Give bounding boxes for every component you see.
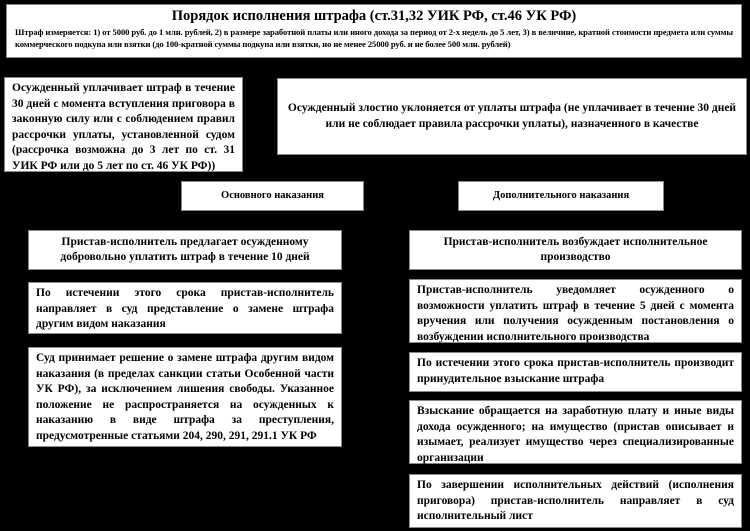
header-box — [6, 4, 742, 58]
right-step-5: По завершении исполнительных действий (исполнения приговора) пристав-исполнитель направляет в суд исполнительный лист — [409, 474, 742, 528]
diagram-title: Порядок исполнения штрафа (ст.31,32 УИК РФ, ст.46 УК РФ) — [171, 8, 577, 24]
right-step-4: Взыскание обращается на заработную плату и иные виды дохода осужденного; на имущество (пристав описывает и изымает, реализует имущество через специализированные организации — [409, 400, 742, 464]
branch-additional-punishment: Дополнительного наказания — [458, 181, 664, 211]
voluntary-payment-box: Осужденный уплачивает штраф в течение 30 дней с момента вступления приговора в законную силу или с соблюдением правил рассрочки уплаты, установленной судом (рассрочка возможна до 3 лет по ст. 31 УИК РФ или до 5 лет по ст. 46 УК РФ)) — [4, 77, 243, 172]
diagram-subtitle: Штраф измеряется: 1) от 5000 руб. до 1 млн. рублей, 2) в размере заработной платы или иного дохода за период от 2-х недель до 5 лет, 3) в величине, кратной стоимости предмета или суммы коммерческого подкупа или взятки (до 100-кратной суммы подкупа или взятки, но не менее 25000 руб. и не более 500 млн. рублей) — [15, 27, 733, 49]
left-step-1: Пристав-исполнитель предлагает осужденному добровольно уплатить штраф в течение 10 дней — [28, 230, 342, 270]
right-step-3: По истечении этого срока пристав-исполнитель производит принудительное взыскание штрафа — [409, 352, 742, 392]
left-step-3: Суд принимает решение о замене штрафа другим видом наказания (в пределах санкции статьи Особенной части УК РФ), за исключением лишения свободы. Указанное положение не распространяется на осужденных к наказанию в виде штрафа за преступления, предусмотренные статьями 204, 290, 291, 291.1 УК РФ — [28, 347, 342, 447]
evasion-box: Осужденный злостно уклоняется от уплаты штрафа (не уплачивает в течение 30 дней или не соблюдает правила рассрочки уплаты), назначенного в качестве — [277, 78, 747, 155]
branch-main-punishment: Основного наказания — [181, 181, 364, 211]
left-step-2: По истечении этого срока пристав-исполнитель направляет в суд представление о замене штрафа другим видом наказания — [28, 282, 342, 334]
right-step-2: Пристав-исполнитель уведомляет осужденного о возможности уплатить штраф в течение 5 дней с момента вручения или получения осужденным постановления о возбуждении исполнительного производства — [409, 279, 742, 343]
right-step-1: Пристав-исполнитель возбуждает исполнительное производство — [409, 230, 742, 270]
